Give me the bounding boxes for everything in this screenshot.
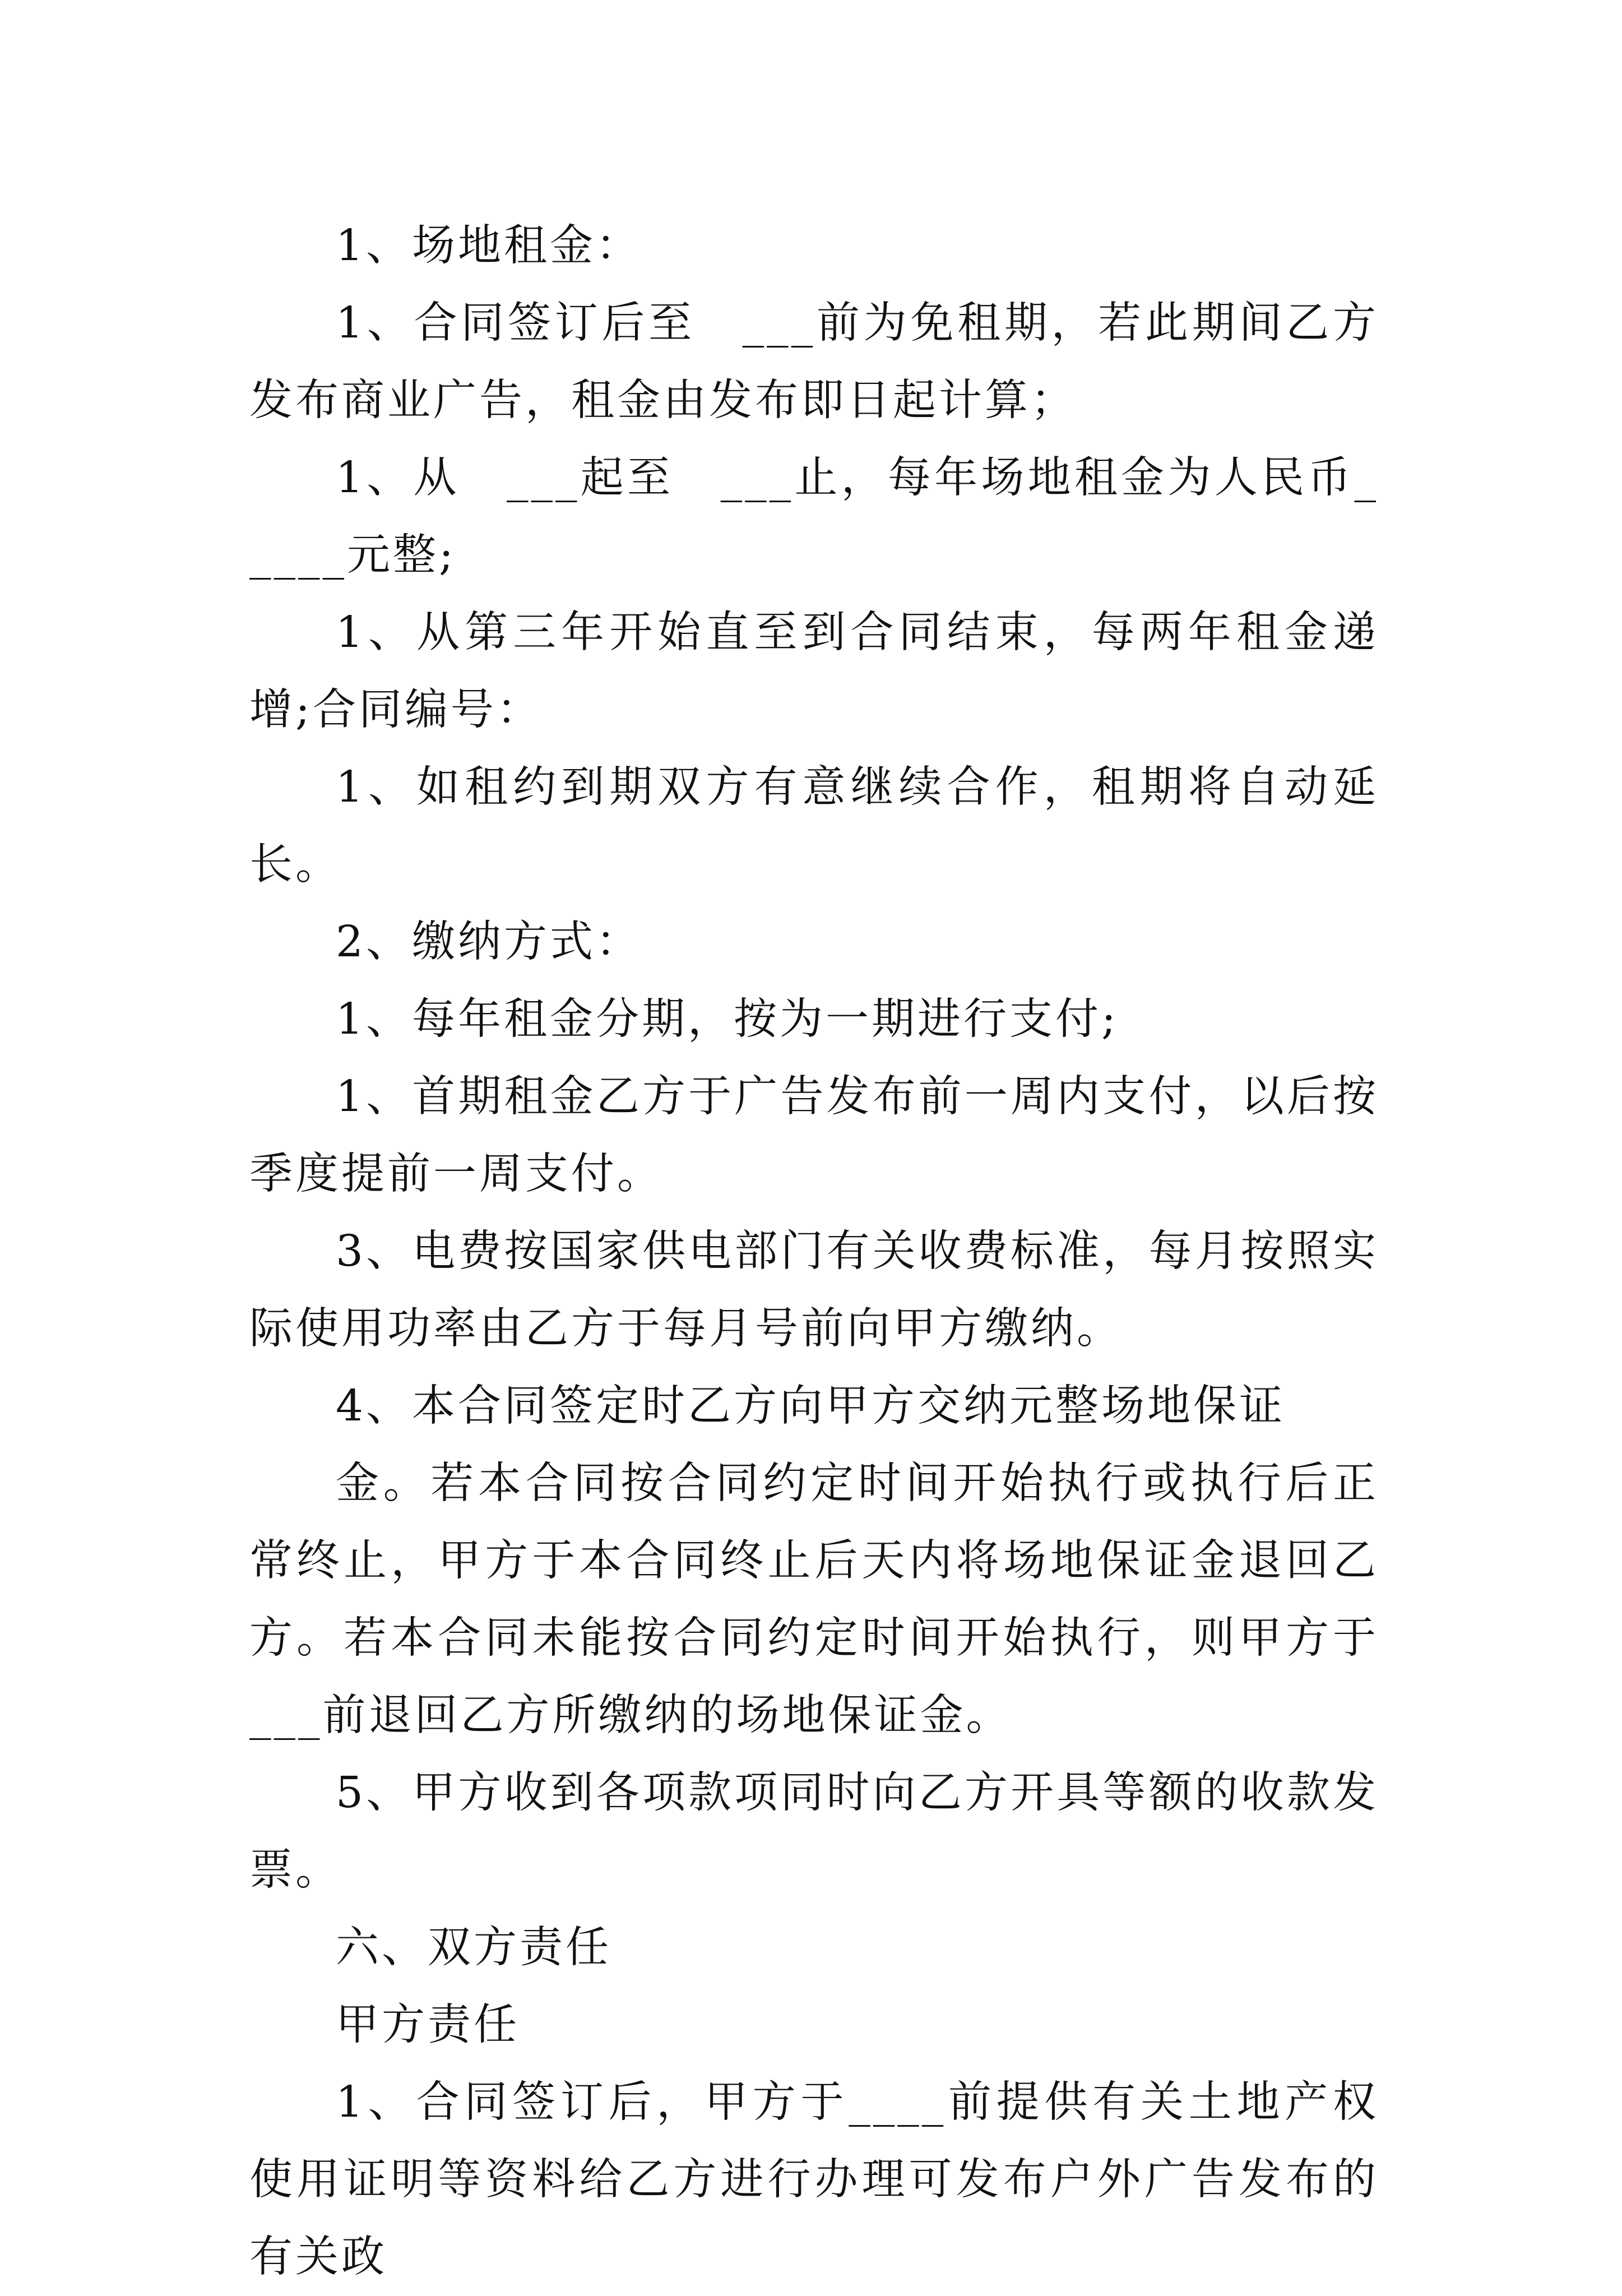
paragraph-rent-increase: 1、从第三年开始直至到合同结束，每两年租金递增;合同编号： xyxy=(249,608,1379,735)
paragraph-invoice: 5、甲方收到各项款项同时向乙方开具等额的收款发票。 xyxy=(249,1768,1379,1895)
paragraph-party-a-responsibility: 甲方责任 xyxy=(336,2000,520,2050)
paragraph-annual-rent: 1、从 ___起至 ___止，每年场地租金为人民币_____元整; xyxy=(249,453,1379,580)
paragraph-installments: 1、每年租金分期，按为一期进行支付; xyxy=(336,994,1119,1044)
contract-body xyxy=(249,207,1425,2296)
paragraph-venue-rent-heading: 1、场地租金： xyxy=(336,221,642,271)
paragraph-lease-renewal: 1、如租约到期双方有意继续合作，租期将自动延长。 xyxy=(249,762,1379,890)
paragraph-first-payment: 1、首期租金乙方于广告发布前一周内支付，以后按季度提前一周支付。 xyxy=(249,1072,1379,1199)
paragraph-land-documents: 1、合同签订后，甲方于____前提供有关土地产权使用证明等资料给乙方进行办理可发布户外广告发布的有关政 xyxy=(249,2077,1379,2282)
paragraph-responsibilities-heading: 六、双方责任 xyxy=(336,1923,611,1973)
paragraph-electricity-fee: 3、电费按国家供电部门有关收费标准，每月按照实际使用功率由乙方于每月号前向甲方缴纳。 xyxy=(249,1226,1379,1354)
paragraph-payment-method-heading: 2、缴纳方式： xyxy=(336,917,642,967)
paragraph-deposit-refund: 金。若本合同按合同约定时间开始执行或执行后正常终止，甲方于本合同终止后天内将场地保证金退回乙方。若本合同未能按合同约定时间开始执行，则甲方于 ___前退回乙方所缴纳的场地保证金。 xyxy=(249,1459,1425,1740)
paragraph-deposit: 4、本合同签定时乙方向甲方交纳元整场地保证 xyxy=(336,1381,1285,1431)
paragraph-rent-free-period: 1、合同签订后至 ___前为免租期，若此期间乙方发布商业广告，租金由发布即日起计算； xyxy=(249,298,1379,425)
